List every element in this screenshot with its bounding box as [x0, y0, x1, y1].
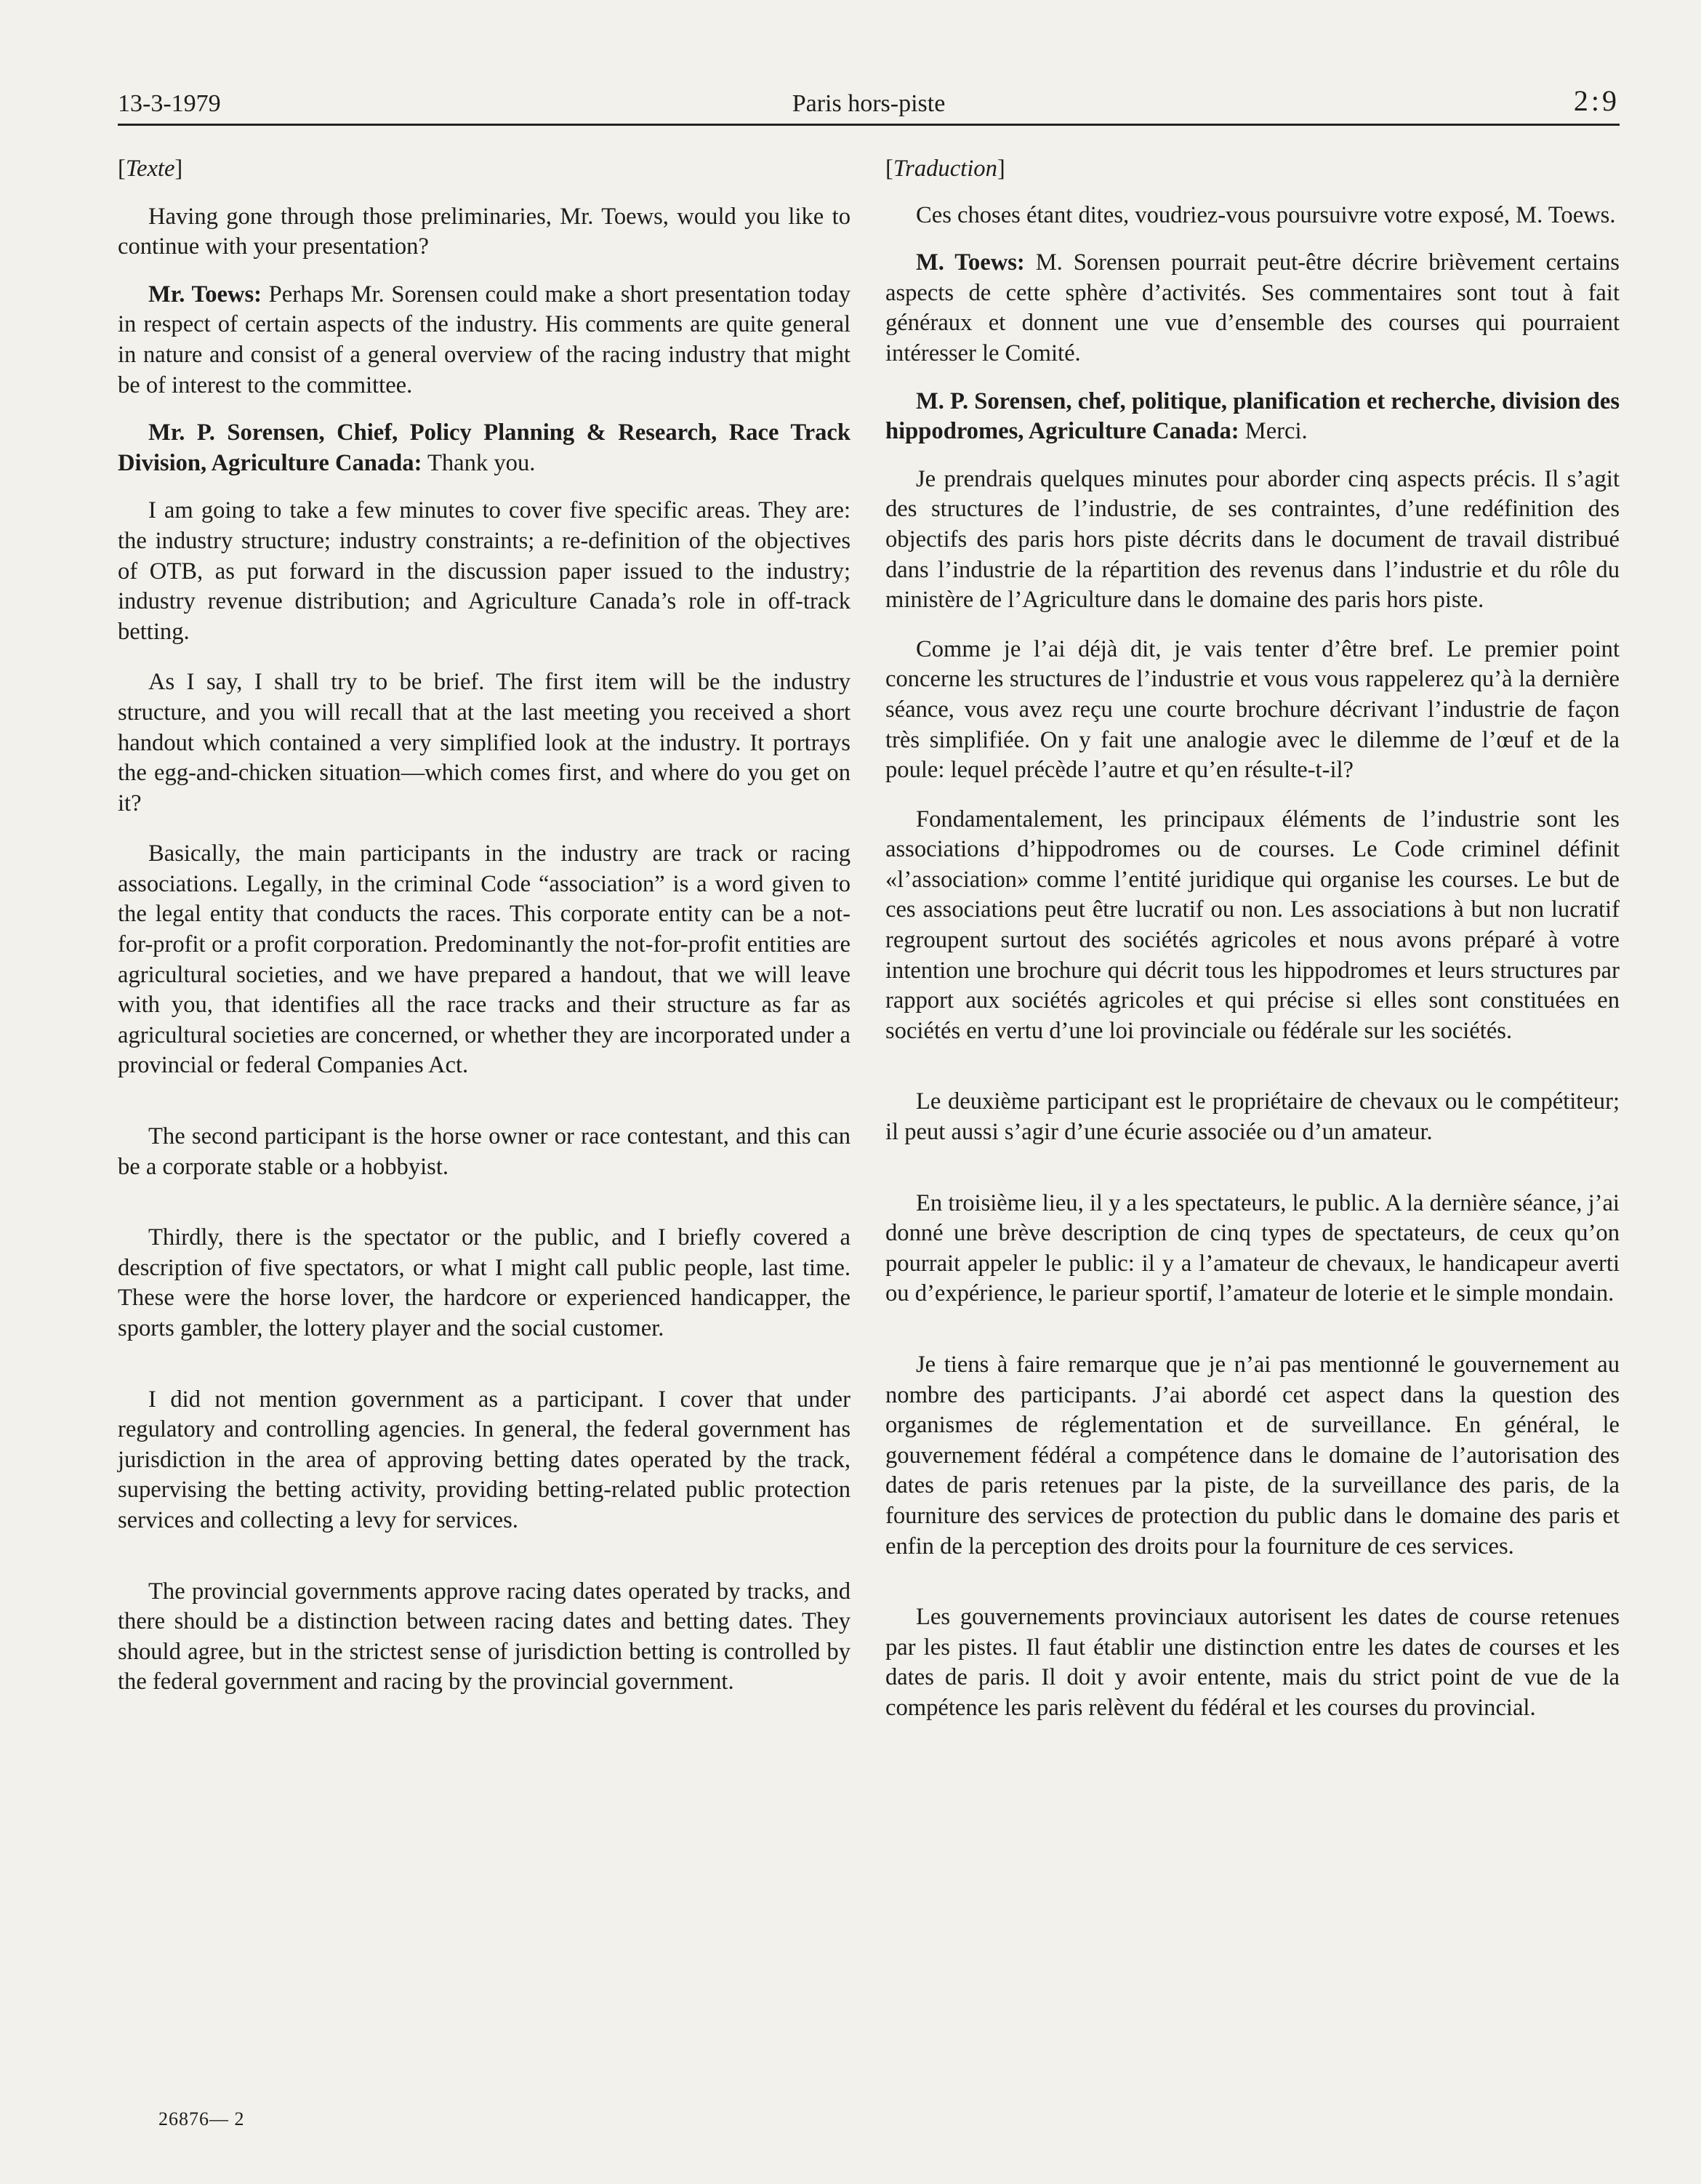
paragraph-text: Je prendrais quelques minutes pour aborder cinq aspects précis. Il s’agit des structures de l’industrie, de ses contraintes, d’une redéfinition des objectifs des paris hors piste décrits dans le document de travail distribué dans l’industrie de la répartition des revenus dans l’industrie et du rôle du ministère de l’Agriculture dans le domaine des paris hors piste.	[885, 465, 1620, 614]
english-paragraph	[118, 496, 850, 647]
speaker-name: M. P. Sorensen, chef, politique, planification et recherche, division des hippodromes, Agriculture Canada:	[885, 388, 1620, 445]
paragraph-text: Having gone through those preliminaries, Mr. Toews, would you like to continue with your presentation?	[118, 203, 850, 260]
paragraph-text: Basically, the main participants in the industry are track or racing associations. Legally, in the criminal Code “association” is a word given to the legal entity that conducts the races. This corporate entity can be a not-for-profit or a profit corporation. Predominantly the not-for-profit entities are agricultural societies, and we have prepared a handout, that we will leave with you, that identifies all the race tracks and their structure as far as agricultural societies are concerned, or whether they are incorporated under a provincial or federal Companies Act.	[118, 840, 850, 1079]
french-paragraph	[885, 248, 1620, 369]
english-paragraph	[118, 1223, 850, 1344]
english-paragraph	[118, 839, 850, 1081]
paragraph-text: Thank you.	[422, 449, 536, 476]
english-paragraph	[118, 1577, 850, 1698]
paragraph-text: Les gouvernements provinciaux autorisent les dates de course retenues par les pistes. Il faut établir une distinction entre les dates de courses et les dates de paris. Il doit y avoir entente, mais du strict point de vue de la compétence les paris relèvent du fédéral et les courses du provincial.	[885, 1604, 1620, 1721]
french-paragraph	[885, 805, 1620, 1047]
header-date: 13-3-1979	[118, 90, 221, 117]
english-section-tag: [Texte]	[118, 156, 183, 182]
english-paragraph	[118, 667, 850, 819]
french-paragraph	[885, 635, 1620, 786]
english-paragraph	[118, 202, 850, 262]
paragraph-text: I did not mention government as a participant. I cover that under regulatory and controlling agencies. In general, the federal government has jurisdiction in the area of approving betting dates operated by the track, supervising the betting activity, providing betting-related public protection services and collecting a levy for services.	[118, 1386, 850, 1533]
header-page-number: 2:9	[1573, 84, 1620, 117]
french-paragraph	[885, 1189, 1620, 1309]
french-section-tag: [Traduction]	[885, 156, 1005, 182]
page-header	[118, 81, 1620, 126]
footer-code: 26876— 2	[158, 2108, 245, 2129]
paragraph-text: En troisième lieu, il y a les spectateurs, le public. A la dernière séance, j’ai donné une brève description de cinq types de spectateurs, de ceux qu’on pourrait appeler le public: il y a l’amateur de chevaux, le handicapeur averti ou d’expérience, le parieur sportif, l’amateur de loterie et le simple mondain.	[885, 1189, 1620, 1307]
paragraph-text: Le deuxième participant est le propriétaire de chevaux ou le compétiteur; il peut aussi s’agir d’une écurie associée ou d’un amateur.	[885, 1088, 1620, 1146]
english-column	[118, 154, 850, 1698]
paragraph-text: Perhaps Mr. Sorensen could make a short presentation today in respect of certain aspects of the industry. His comments are quite general in nature and consist of a general overview of the racing industry that might be of interest to the committee.	[118, 281, 850, 398]
french-paragraph	[885, 387, 1620, 447]
paragraph-text: The provincial governments approve racing dates operated by tracks, and there should be a distinction between racing dates and betting dates. They should agree, but in the strictest sense of jurisdiction betting is controlled by the federal government and racing by the provincial government.	[118, 1578, 850, 1695]
paragraph-text: Fondamentalement, les principaux éléments de l’industrie sont les associations d’hippodromes ou de courses. Le Code criminel définit «l’association» comme l’entité juridique qui organise les courses. Le but de ces associations peut être lucratif ou non. Les associations à but non lucratif regroupent surtout des sociétés agricoles et nous avons préparé à votre intention une brochure qui décrit tous les hippodromes et leurs structures par rapport aux sociétés agricoles et qui précise si elles sont constituées en sociétés en vertu d’une loi provinciale ou fédérale sur les sociétés.	[885, 806, 1620, 1044]
paragraph-text: The second participant is the horse owner or race contestant, and this can be a corporate stable or a hobbyist.	[118, 1123, 850, 1180]
french-paragraph	[885, 1350, 1620, 1562]
paragraph-text: Je tiens à faire remarque que je n’ai pas mentionné le gouvernement au nombre des participants. J’ai abordé cet aspect dans la question des organismes de réglementation et de surveillance. En général, le gouvernement fédéral a compétence dans le domaine de l’autorisation des dates de paris retenues par la piste, de la surveillance des paris, de la fourniture des services de protection du public dans le domaine des paris et enfin de la perception des droits pour la fourniture de ces services.	[885, 1352, 1620, 1559]
french-paragraph	[885, 201, 1620, 231]
speaker-name: Mr. Toews:	[148, 281, 262, 308]
french-paragraph	[885, 465, 1620, 616]
english-paragraph	[118, 1385, 850, 1536]
speaker-name: Mr. P. Sorensen, Chief, Policy Planning & Research, Race Track Division, Agriculture Canada:	[118, 419, 850, 476]
paragraph-text: As I say, I shall try to be brief. The first item will be the industry structure, and you will recall that at the last meeting you received a short handout which contained a very simplified look at the industry. It portrays the egg-and-chicken situation—which comes first, and where do you get on it?	[118, 669, 850, 816]
speaker-name: M. Toews:	[916, 249, 1025, 276]
paragraph-text: Ces choses étant dites, voudriez-vous poursuivre votre exposé, M. Toews.	[916, 201, 1616, 228]
paragraph-text: M. Sorensen pourrait peut-être décrire brièvement certains aspects de cette sphère d’activités. Ses commentaires sont tout à fait généraux et donnent une vue d’ensemble des courses qui pourraient intéresser le Comité.	[885, 249, 1620, 366]
paragraph-text: Merci.	[1239, 418, 1308, 445]
english-paragraph	[118, 418, 850, 478]
english-paragraph	[118, 280, 850, 401]
english-paragraph	[118, 1122, 850, 1182]
french-paragraph	[885, 1087, 1620, 1147]
header-title: Paris hors-piste	[792, 90, 946, 117]
paragraph-text: Comme je l’ai déjà dit, je vais tenter d’être bref. Le premier point concerne les structures de l’industrie et vous vous rappelerez qu’à la dernière séance, vous avez reçu une courte brochure décrivant l’industrie de façon très simplifiée. On y fait une analogie avec le dilemme de l’œuf et de la poule: lequel précède l’autre et qu’en résulte-t-il?	[885, 635, 1620, 784]
french-paragraph	[885, 1602, 1620, 1723]
paragraph-text: I am going to take a few minutes to cover five specific areas. They are: the industry structure; industry constraints; a re-definition of the objectives of OTB, as put forward in the discussion paper issued to the industry; industry revenue distribution; and Agriculture Canada’s role in off-track betting.	[118, 497, 850, 645]
paragraph-text: Thirdly, there is the spectator or the public, and I briefly covered a description of five spectators, or what I might call public people, last time. These were the horse lover, the hardcore or experienced handicapper, the sports gambler, the lottery player and the social customer.	[118, 1224, 850, 1341]
french-column	[885, 154, 1620, 1724]
